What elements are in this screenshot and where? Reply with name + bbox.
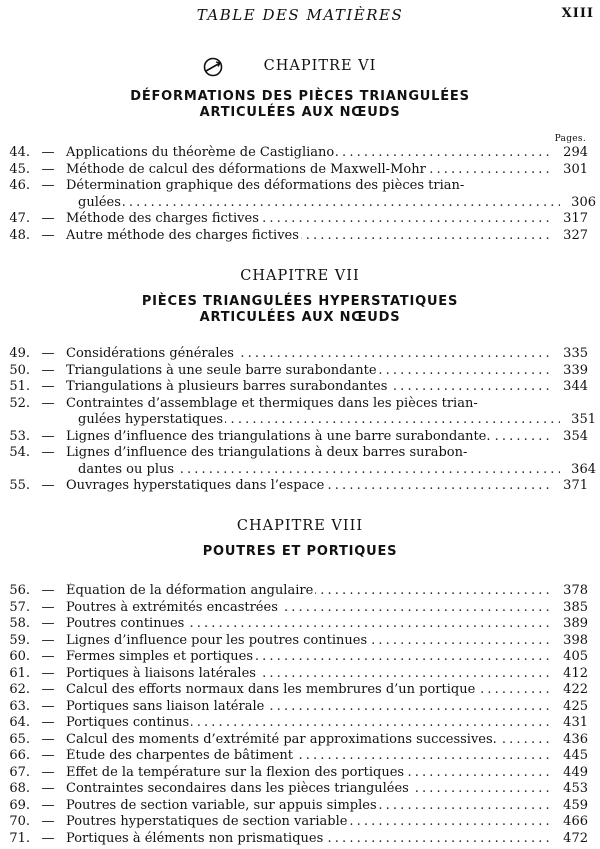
- entry-dash: —: [41, 781, 55, 796]
- toc-entry: [8, 649, 596, 665]
- entry-text: [66, 616, 552, 632]
- entry-text: [66, 649, 552, 665]
- entry-text: [66, 633, 552, 649]
- entry-number: 64.: [9, 715, 30, 730]
- entry-page: 385: [563, 599, 588, 615]
- entry-text: [66, 445, 552, 461]
- entry-number: 71.: [9, 830, 30, 846]
- entry-page: 327: [563, 228, 588, 243]
- entry-dash: —: [41, 797, 55, 813]
- entry-text-continuation: [78, 462, 560, 478]
- entry-text: [66, 814, 552, 830]
- entry-title: Fermes simples et portiques: [66, 649, 254, 664]
- entry-number: 58.: [9, 616, 30, 631]
- entry-dash: —: [41, 145, 55, 160]
- entry-page: 436: [563, 731, 588, 747]
- entry-number: 51.: [9, 379, 30, 394]
- entry-number: 50.: [9, 362, 30, 378]
- toc-entry: [8, 478, 596, 494]
- toc-entry: [8, 781, 596, 797]
- toc-entry: [8, 396, 596, 412]
- entry-page: 364: [571, 461, 596, 477]
- entry-title: Calcul des efforts normaux dans les membrures d’un portique: [66, 682, 476, 697]
- entry-number: 63.: [9, 698, 30, 714]
- entry-number: 47.: [9, 211, 30, 227]
- chapter-7-title-line-1: PIÈCES TRIANGULÉES HYPERSTATIQUES: [141, 294, 459, 309]
- entry-text: [66, 699, 552, 715]
- entry-number: 68.: [9, 781, 30, 796]
- entry-page: 306: [571, 194, 596, 210]
- entry-text: [66, 178, 552, 194]
- entry-page: 466: [563, 814, 588, 829]
- entry-page: 378: [563, 583, 588, 598]
- toc-entry: [8, 211, 596, 227]
- entry-title: Considérations générales: [66, 346, 234, 361]
- entry-number: 59.: [9, 632, 30, 648]
- toc-entry: [8, 748, 596, 764]
- entry-page: 294: [563, 145, 588, 160]
- entry-text: [66, 478, 552, 494]
- entry-dash: —: [41, 731, 55, 747]
- entry-dash: —: [41, 228, 55, 243]
- entry-page: 335: [563, 346, 588, 361]
- entry-title: Lignes d’influence des triangulations à une barre surabondante.: [66, 428, 491, 444]
- entry-dash: —: [41, 478, 55, 493]
- entry-title: Triangulations à une seule barre surabondante: [66, 362, 377, 378]
- entry-title: Triangulations à plusieurs barres surabondantes: [66, 379, 388, 394]
- toc-entry: [8, 765, 596, 781]
- toc-entry: [8, 633, 596, 649]
- entry-page: 472: [563, 830, 588, 846]
- toc-entry: [8, 583, 596, 599]
- entry-page: 371: [563, 478, 588, 493]
- toc-entry-continuation: [66, 195, 596, 211]
- entry-text: [66, 732, 552, 748]
- entry-dash: —: [41, 379, 55, 394]
- entry-title: Ouvrages hyperstatiques dans l’espace: [66, 478, 325, 493]
- entry-number: 48.: [9, 228, 30, 243]
- entry-number: 65.: [9, 731, 30, 747]
- entry-page: 425: [563, 698, 588, 714]
- toc-entry: [8, 666, 596, 682]
- entry-number: 69.: [9, 797, 30, 813]
- entry-number: 54.: [9, 445, 30, 460]
- entry-page: 344: [563, 379, 588, 394]
- entry-title: Méthode de calcul des déformations de Maxwell-Mohr: [66, 161, 426, 177]
- entry-title: Portiques à éléments non prismatiques: [66, 830, 324, 846]
- entry-text: [66, 831, 552, 847]
- entry-text-continuation: [78, 412, 560, 428]
- entry-dash: —: [41, 161, 55, 177]
- entry-dash: —: [41, 748, 55, 763]
- entry-dash: —: [41, 665, 55, 681]
- entry-title: Étude des charpentes de bâtiment: [66, 748, 293, 763]
- entry-text: [66, 748, 552, 764]
- entry-page: 405: [563, 649, 588, 664]
- entry-text: [66, 211, 552, 227]
- entry-page: 354: [563, 428, 588, 444]
- entry-title: Lignes d’influence des triangulations à deux barres surabon-: [66, 445, 468, 460]
- entry-dash: —: [41, 715, 55, 730]
- entry-text: [66, 162, 552, 178]
- entry-text: [66, 396, 552, 412]
- entry-dash: —: [41, 428, 55, 444]
- entry-title: Poutres à extrémités encastrées: [66, 599, 278, 615]
- entry-title-continuation: dantes ou plus: [78, 461, 175, 477]
- entry-number: 53.: [9, 428, 30, 444]
- pages-label: Pages.: [554, 134, 586, 144]
- entry-dash: —: [41, 764, 55, 780]
- toc-entry: [8, 363, 596, 379]
- entry-dash: —: [41, 599, 55, 615]
- entry-page: 449: [563, 764, 588, 780]
- entry-title: Poutres continues: [66, 616, 185, 631]
- entry-page: 389: [563, 616, 588, 631]
- toc-entry: [8, 699, 596, 715]
- entry-title: Calcul des moments d’extrémité par approximations successives.: [66, 731, 497, 747]
- entry-number: 60.: [9, 649, 30, 664]
- toc-entry: [8, 682, 596, 698]
- entry-page: 412: [563, 665, 588, 681]
- toc-entry: [8, 798, 596, 814]
- chapter-6-title-line-1: DÉFORMATIONS DES PIÈCES TRIANGULÉES: [130, 89, 470, 104]
- entry-dash: —: [41, 830, 55, 846]
- entry-text: [66, 145, 552, 161]
- chapter-6-heading: CHAPITRE VI: [263, 58, 377, 74]
- entry-dash: —: [41, 395, 55, 411]
- entry-number: 62.: [9, 682, 30, 697]
- entry-text: [66, 765, 552, 781]
- entry-dash: —: [41, 178, 55, 194]
- entry-text: [66, 715, 552, 731]
- entry-title: Portiques à liaisons latérales: [66, 665, 256, 681]
- entry-number: 55.: [9, 478, 30, 493]
- entry-text: [66, 666, 552, 682]
- toc-entry-continuation: [66, 462, 596, 478]
- toc-entry: [8, 162, 596, 178]
- entry-page: 317: [563, 211, 588, 227]
- page-header: [0, 6, 600, 26]
- entry-title: Effet de la température sur la flexion des portiques: [66, 764, 405, 780]
- entry-title: Poutres hyperstatiques de section variable: [66, 814, 348, 829]
- entry-dash: —: [41, 583, 55, 598]
- toc-entry: [8, 429, 596, 445]
- entry-title-continuation: gulées: [78, 194, 121, 210]
- chapter-7-heading: CHAPITRE VII: [240, 268, 360, 284]
- toc-entry: [8, 346, 596, 362]
- toc-entry: [8, 145, 596, 161]
- entry-text: [66, 228, 552, 244]
- entry-title: Méthode des charges fictives: [66, 211, 259, 227]
- chapter-8-heading: CHAPITRE VIII: [236, 518, 364, 534]
- toc-entry: [8, 616, 596, 632]
- entry-title: Équation de la déformation angulaire: [66, 583, 314, 598]
- entry-number: 44.: [9, 145, 30, 160]
- header-page-number: XIII: [561, 6, 594, 21]
- entry-page: 398: [563, 632, 588, 648]
- chapter-7-title-line-2: ARTICULÉES AUX NŒUDS: [199, 310, 401, 325]
- entry-number: 66.: [9, 748, 30, 763]
- entry-dash: —: [41, 632, 55, 648]
- entry-number: 46.: [9, 178, 30, 194]
- entry-dash: —: [41, 698, 55, 714]
- toc-entry: [8, 831, 596, 847]
- header-title: TABLE DES MATIÈRES: [196, 6, 404, 24]
- toc-entry: [8, 600, 596, 616]
- entry-title: Contraintes secondaires dans les pièces triangulées: [66, 781, 409, 796]
- entry-dash: —: [41, 616, 55, 631]
- entry-page: 351: [571, 412, 596, 427]
- entry-text: [66, 429, 552, 445]
- entry-number: 45.: [9, 161, 30, 177]
- entry-dash: —: [41, 362, 55, 378]
- entry-dash: —: [41, 649, 55, 664]
- entry-number: 49.: [9, 346, 30, 361]
- entry-text: [66, 363, 552, 379]
- entry-text: [66, 346, 552, 362]
- entry-title: Portiques sans liaison latérale: [66, 698, 265, 714]
- toc-entry: [8, 732, 596, 748]
- toc-entry: [8, 178, 596, 194]
- toc-entry-continuation: [66, 412, 596, 428]
- entry-text: [66, 600, 552, 616]
- toc-entry: [8, 814, 596, 830]
- entry-title: Autre méthode des charges fictives: [66, 228, 299, 243]
- entry-number: 57.: [9, 599, 30, 615]
- entry-text: [66, 583, 552, 599]
- entry-number: 52.: [9, 395, 30, 411]
- chapter-6-title-line-2: ARTICULÉES AUX NŒUDS: [199, 105, 401, 120]
- toc-entry: [8, 445, 596, 461]
- entry-dash: —: [41, 814, 55, 829]
- entry-number: 67.: [9, 764, 30, 780]
- entry-title: Détermination graphique des déformations des pièces trian-: [66, 178, 465, 194]
- toc-entry: [8, 715, 596, 731]
- toc-entry: [8, 228, 596, 244]
- entry-text-continuation: [78, 195, 560, 211]
- entry-number: 70.: [9, 814, 30, 829]
- entry-page: 301: [563, 161, 588, 177]
- entry-page: 453: [563, 781, 588, 796]
- entry-page: 339: [563, 362, 588, 378]
- entry-page: 445: [563, 748, 588, 763]
- entry-text: [66, 379, 552, 395]
- toc-entry: [8, 379, 596, 395]
- entry-text: [66, 798, 552, 814]
- entry-dash: —: [41, 211, 55, 227]
- entry-number: 61.: [9, 665, 30, 681]
- entry-title: Lignes d’influence pour les poutres continues: [66, 632, 368, 648]
- entry-page: 459: [563, 797, 588, 813]
- entry-title: Portiques continus: [66, 715, 190, 730]
- entry-dash: —: [41, 682, 55, 697]
- entry-title-continuation: gulées hyperstatiques: [78, 412, 224, 427]
- entry-text: [66, 781, 552, 797]
- entry-title: Applications du théorème de Castigliano: [66, 145, 335, 160]
- entry-page: 431: [563, 715, 588, 730]
- entry-title: Poutres de section variable, sur appuis simples: [66, 797, 377, 813]
- entry-title: Contraintes d’assemblage et thermiques dans les pièces trian-: [66, 395, 478, 411]
- entry-number: 56.: [9, 583, 30, 598]
- chapter-8-title-line-1: POUTRES ET PORTIQUES: [202, 544, 398, 559]
- entry-dash: —: [41, 445, 55, 460]
- entry-text: [66, 682, 552, 698]
- entry-page: 422: [563, 682, 588, 697]
- entry-dash: —: [41, 346, 55, 361]
